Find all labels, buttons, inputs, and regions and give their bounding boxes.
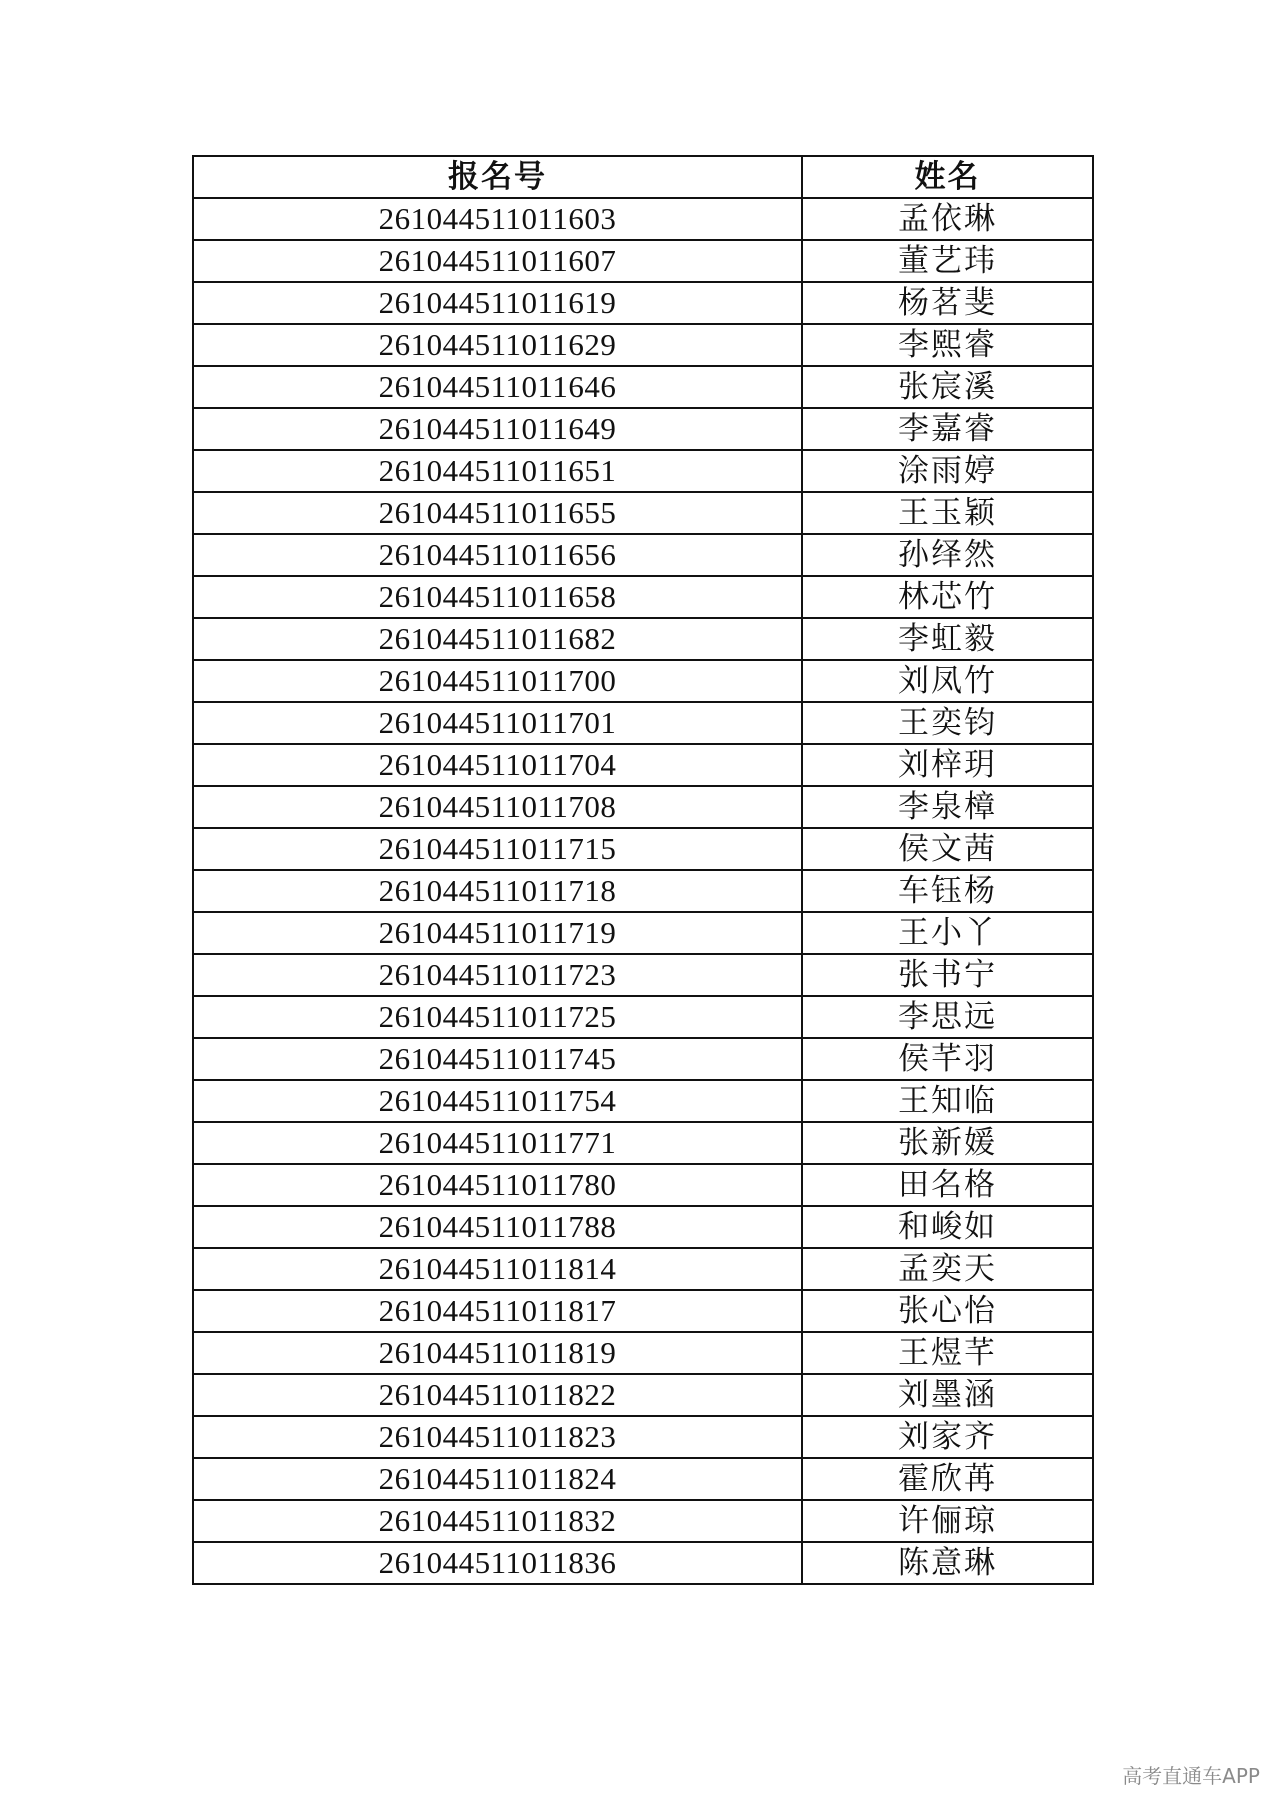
header-name: 姓名 — [802, 156, 1093, 198]
table-row — [193, 618, 1093, 660]
student-name-cell: 和峻如 — [802, 1206, 1093, 1248]
table-row — [193, 1080, 1093, 1122]
registration-number-cell: 261044511011745 — [193, 1038, 802, 1080]
table-row — [193, 1458, 1093, 1500]
student-name-cell: 侯芊羽 — [802, 1038, 1093, 1080]
student-name-cell: 侯文茜 — [802, 828, 1093, 870]
registration-number-cell: 261044511011754 — [193, 1080, 802, 1122]
table-row — [193, 1542, 1093, 1584]
registration-number-cell: 261044511011655 — [193, 492, 802, 534]
student-name-cell: 刘家齐 — [802, 1416, 1093, 1458]
table-row — [193, 576, 1093, 618]
table-row — [193, 1248, 1093, 1290]
registration-number-cell: 261044511011780 — [193, 1164, 802, 1206]
registration-number-cell: 261044511011701 — [193, 702, 802, 744]
registration-number-cell: 261044511011715 — [193, 828, 802, 870]
table-row — [193, 1038, 1093, 1080]
student-name-cell: 涂雨婷 — [802, 450, 1093, 492]
student-name-cell: 陈意琳 — [802, 1542, 1093, 1584]
registration-number-cell: 261044511011603 — [193, 198, 802, 240]
student-name-cell: 王奕钧 — [802, 702, 1093, 744]
table-row — [193, 996, 1093, 1038]
registration-number-cell: 261044511011832 — [193, 1500, 802, 1542]
table-row — [193, 786, 1093, 828]
registration-number-cell: 261044511011704 — [193, 744, 802, 786]
student-name-cell: 王煜芊 — [802, 1332, 1093, 1374]
table-row — [193, 1206, 1093, 1248]
table-row — [193, 1500, 1093, 1542]
table-row — [193, 828, 1093, 870]
registration-number-cell: 261044511011682 — [193, 618, 802, 660]
registration-number-cell: 261044511011823 — [193, 1416, 802, 1458]
table-row — [193, 198, 1093, 240]
table-row — [193, 534, 1093, 576]
student-name-cell: 张书宁 — [802, 954, 1093, 996]
student-name-cell: 林芯竹 — [802, 576, 1093, 618]
student-name-cell: 张新媛 — [802, 1122, 1093, 1164]
registration-number-cell: 261044511011836 — [193, 1542, 802, 1584]
watermark-text: 高考直通车APP — [1122, 1764, 1260, 1788]
table-row — [193, 1164, 1093, 1206]
header-registration-number: 报名号 — [193, 156, 802, 198]
student-name-cell: 杨茗斐 — [802, 282, 1093, 324]
student-name-cell: 刘凤竹 — [802, 660, 1093, 702]
student-name-cell: 张宸溪 — [802, 366, 1093, 408]
student-name-cell: 李泉樟 — [802, 786, 1093, 828]
registration-number-cell: 261044511011646 — [193, 366, 802, 408]
student-name-cell: 李思远 — [802, 996, 1093, 1038]
table-row — [193, 870, 1093, 912]
registration-number-cell: 261044511011824 — [193, 1458, 802, 1500]
registration-number-cell: 261044511011817 — [193, 1290, 802, 1332]
table-row — [193, 366, 1093, 408]
table-body — [193, 198, 1093, 1584]
registration-number-cell: 261044511011629 — [193, 324, 802, 366]
table-row — [193, 240, 1093, 282]
registration-number-cell: 261044511011718 — [193, 870, 802, 912]
student-name-cell: 李虹毅 — [802, 618, 1093, 660]
student-name-cell: 刘梓玥 — [802, 744, 1093, 786]
student-name-cell: 王小丫 — [802, 912, 1093, 954]
registration-number-cell: 261044511011619 — [193, 282, 802, 324]
registration-number-cell: 261044511011649 — [193, 408, 802, 450]
table-row — [193, 1122, 1093, 1164]
table-row — [193, 954, 1093, 996]
registration-number-cell: 261044511011708 — [193, 786, 802, 828]
table-row — [193, 324, 1093, 366]
registration-number-cell: 261044511011819 — [193, 1332, 802, 1374]
registration-number-cell: 261044511011788 — [193, 1206, 802, 1248]
student-name-cell: 许俪琼 — [802, 1500, 1093, 1542]
table-row — [193, 1416, 1093, 1458]
registration-number-cell: 261044511011771 — [193, 1122, 802, 1164]
table-row — [193, 1374, 1093, 1416]
student-name-cell: 田名格 — [802, 1164, 1093, 1206]
table-header-row — [193, 156, 1093, 198]
admission-roster-table — [192, 155, 1094, 1585]
registration-number-cell: 261044511011700 — [193, 660, 802, 702]
table-row — [193, 1290, 1093, 1332]
table-row — [193, 660, 1093, 702]
registration-number-cell: 261044511011822 — [193, 1374, 802, 1416]
registration-number-cell: 261044511011607 — [193, 240, 802, 282]
table-row — [193, 702, 1093, 744]
table-row — [193, 1332, 1093, 1374]
student-name-cell: 孟奕天 — [802, 1248, 1093, 1290]
student-name-cell: 刘墨涵 — [802, 1374, 1093, 1416]
registration-number-cell: 261044511011719 — [193, 912, 802, 954]
student-name-cell: 李熙睿 — [802, 324, 1093, 366]
student-name-cell: 车钰杨 — [802, 870, 1093, 912]
table-row — [193, 450, 1093, 492]
registration-number-cell: 261044511011658 — [193, 576, 802, 618]
student-name-cell: 孙绎然 — [802, 534, 1093, 576]
table-row — [193, 744, 1093, 786]
registration-number-cell: 261044511011723 — [193, 954, 802, 996]
registration-number-cell: 261044511011656 — [193, 534, 802, 576]
student-name-cell: 孟依琳 — [802, 198, 1093, 240]
table-row — [193, 282, 1093, 324]
registration-number-cell: 261044511011651 — [193, 450, 802, 492]
table-row — [193, 408, 1093, 450]
student-name-cell: 董艺玮 — [802, 240, 1093, 282]
registration-number-cell: 261044511011725 — [193, 996, 802, 1038]
registration-number-cell: 261044511011814 — [193, 1248, 802, 1290]
table-row — [193, 912, 1093, 954]
table-row — [193, 492, 1093, 534]
student-name-cell: 张心怡 — [802, 1290, 1093, 1332]
student-name-cell: 王玉颖 — [802, 492, 1093, 534]
student-name-cell: 王知临 — [802, 1080, 1093, 1122]
student-name-cell: 李嘉睿 — [802, 408, 1093, 450]
student-name-cell: 霍欣苒 — [802, 1458, 1093, 1500]
